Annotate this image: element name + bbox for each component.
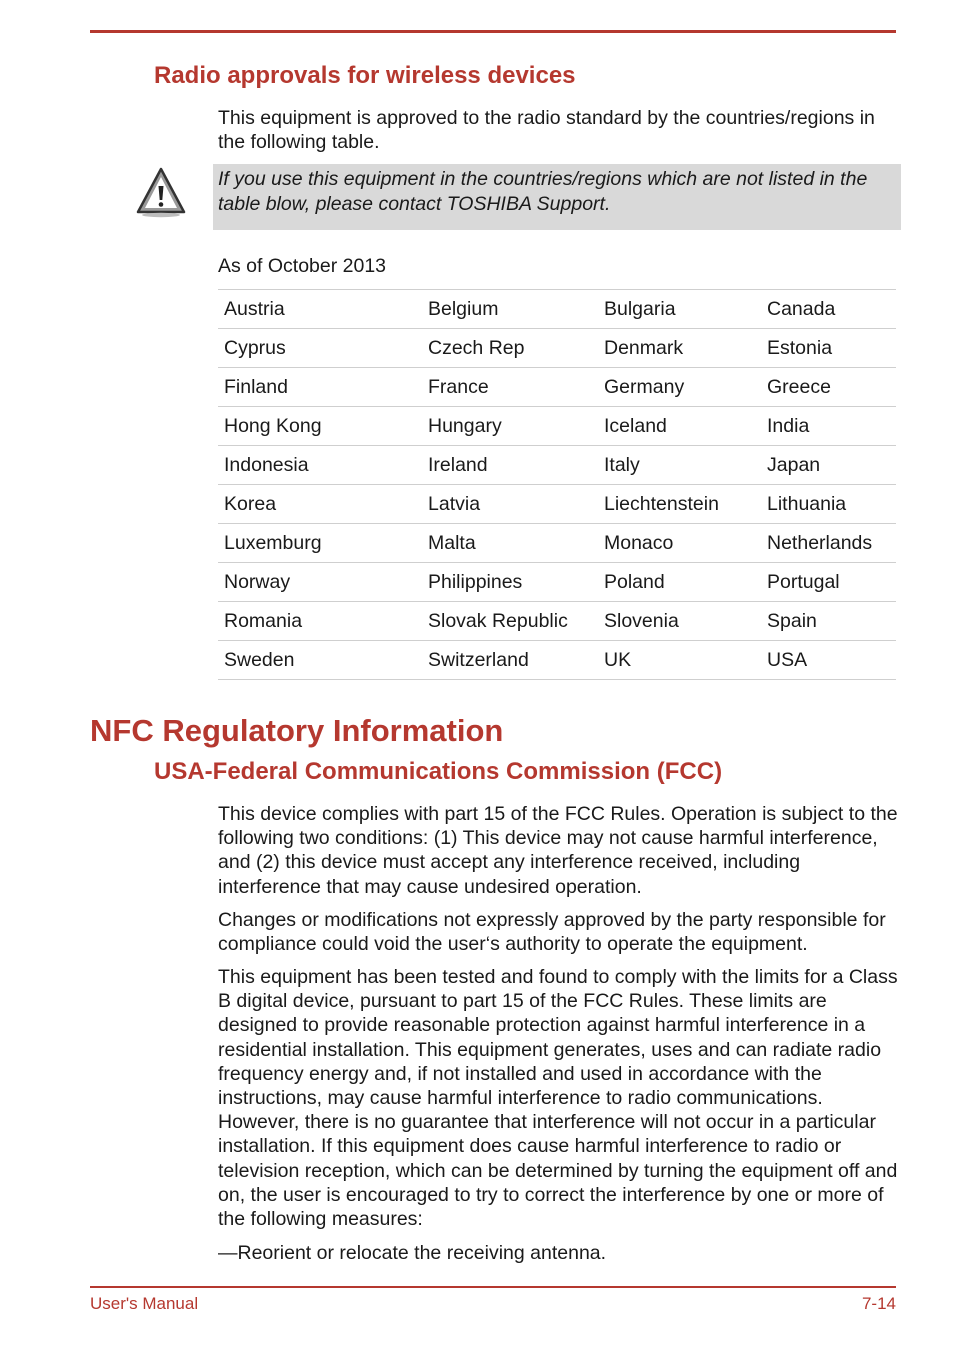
caution-box	[213, 164, 901, 230]
country-cell: Germany	[598, 368, 761, 407]
table-row	[218, 485, 896, 524]
footer-page-number: 7-14	[861, 1294, 896, 1313]
section-heading-nfc: NFC Regulatory Information	[90, 713, 504, 748]
section-heading-radio-approvals: Radio approvals for wireless devices	[154, 62, 576, 89]
table-row	[218, 329, 896, 368]
country-cell: India	[761, 407, 896, 446]
country-cell: Greece	[761, 368, 896, 407]
fcc-paragraph-3: This equipment has been tested and found to comply with the limits for a Class B digital device, pursuant to part 15 of the FCC Rules. These limits are designed to provide reasonable protection against harmful interference in a residential installation. This equipment generates, uses and can radiate radio frequency energy and, if not installed and used in accordance with the instructions, may cause harmful interference to radio communications. However, there is no guarantee that interference will not occur in a particular installation. If this equipment does cause harmful interference to radio or television reception, which can be determined by turning the equipment off and on, the user is encouraged to try to correct the interference by one or more of the following measures:	[218, 966, 898, 1231]
country-cell: Portugal	[761, 563, 896, 602]
country-cell: Canada	[761, 290, 896, 329]
country-cell: Lithuania	[761, 485, 896, 524]
country-cell: Austria	[218, 290, 422, 329]
countries-table	[218, 289, 896, 680]
country-cell: France	[422, 368, 598, 407]
country-cell: Finland	[218, 368, 422, 407]
fcc-paragraph-1: This device complies with part 15 of the FCC Rules. Operation is subject to the following two conditions: (1) This device may not cause harmful interference, and (2) this device must accept any interference received, including interference that may cause undesired operation.	[218, 803, 898, 898]
intro-paragraph: This equipment is approved to the radio standard by the countries/regions in the following table.	[218, 107, 875, 154]
country-cell: Hong Kong	[218, 407, 422, 446]
table-row	[218, 524, 896, 563]
country-cell: Bulgaria	[598, 290, 761, 329]
country-cell: Spain	[761, 602, 896, 641]
country-cell: Romania	[218, 602, 422, 641]
country-cell: Liechtenstein	[598, 485, 761, 524]
country-cell: UK	[598, 641, 761, 680]
country-cell: Sweden	[218, 641, 422, 680]
country-cell: Korea	[218, 485, 422, 524]
table-row	[218, 446, 896, 485]
warning-triangle-icon	[136, 166, 186, 218]
country-cell: Estonia	[761, 329, 896, 368]
country-cell: Hungary	[422, 407, 598, 446]
country-cell: Philippines	[422, 563, 598, 602]
country-cell: Belgium	[422, 290, 598, 329]
country-cell: Italy	[598, 446, 761, 485]
caution-text: If you use this equipment in the countries/regions which are not listed in the table blow, please contact TOSHIBA Support.	[218, 168, 868, 215]
country-cell: Iceland	[598, 407, 761, 446]
country-cell: Cyprus	[218, 329, 422, 368]
footer-rule	[90, 1286, 896, 1288]
table-row	[218, 641, 896, 680]
table-row	[218, 602, 896, 641]
country-cell: Monaco	[598, 524, 761, 563]
country-cell: Switzerland	[422, 641, 598, 680]
fcc-paragraph-4: —Reorient or relocate the receiving antenna.	[218, 1242, 607, 1264]
footer-manual-title: User's Manual	[90, 1294, 199, 1313]
table-row	[218, 563, 896, 602]
table-row	[218, 290, 896, 329]
as-of-date: As of October 2013	[218, 255, 387, 277]
country-cell: Norway	[218, 563, 422, 602]
country-cell: Indonesia	[218, 446, 422, 485]
country-cell: Luxemburg	[218, 524, 422, 563]
country-cell: Netherlands	[761, 524, 896, 563]
table-row	[218, 407, 896, 446]
country-cell: Ireland	[422, 446, 598, 485]
country-cell: Japan	[761, 446, 896, 485]
country-cell: Poland	[598, 563, 761, 602]
country-cell: Denmark	[598, 329, 761, 368]
country-cell: USA	[761, 641, 896, 680]
country-cell: Czech Rep	[422, 329, 598, 368]
fcc-paragraph-2: Changes or modifications not expressly approved by the party responsible for compliance could void the user‘s authority to operate the equipment.	[218, 909, 886, 956]
country-cell: Latvia	[422, 485, 598, 524]
table-row	[218, 368, 896, 407]
top-rule	[90, 30, 896, 33]
subheading-fcc: USA-Federal Communications Commission (FCC)	[154, 758, 723, 785]
country-cell: Slovak Republic	[422, 602, 598, 641]
country-cell: Slovenia	[598, 602, 761, 641]
country-cell: Malta	[422, 524, 598, 563]
